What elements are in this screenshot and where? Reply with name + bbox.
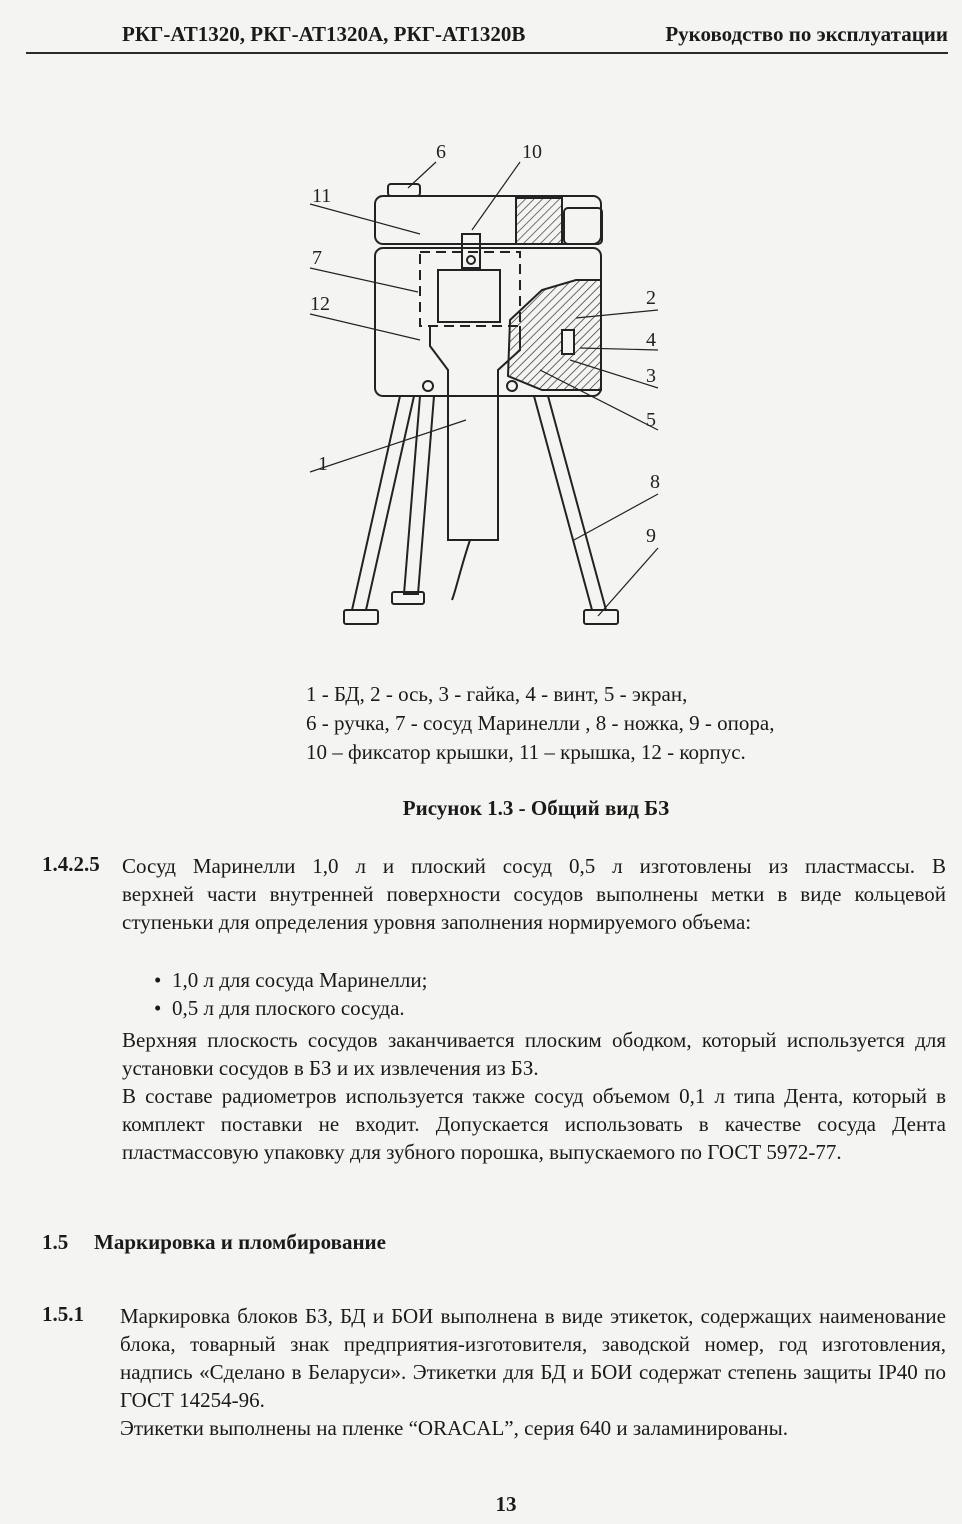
clause-paragraph: Верхняя плоскость сосудов заканчивается плоским ободком, который используется для установки сосудов в БЗ и их извлечения из БЗ. xyxy=(122,1028,946,1080)
callout-2: 2 xyxy=(646,287,656,309)
figure-caption: Рисунок 1.3 - Общий вид БЗ xyxy=(402,796,670,820)
callout-10: 10 xyxy=(522,141,542,163)
page-header xyxy=(26,18,948,54)
document-title: РКГ-АТ1320, РКГ-АТ1320А, РКГ-АТ1320В xyxy=(122,22,526,46)
figure-bz-general-view xyxy=(280,130,680,650)
section-heading: 1.5 Маркировка и пломбирование xyxy=(42,1230,386,1254)
clause-number: 1.4.2.5 xyxy=(42,852,100,876)
callout-3: 3 xyxy=(646,365,656,387)
bz-drawing xyxy=(280,130,680,650)
document-type: Руководство по эксплуатации xyxy=(665,22,948,46)
callout-7: 7 xyxy=(312,247,322,269)
handle-shape xyxy=(388,184,420,196)
bullet-list xyxy=(148,966,928,1022)
callout-12: 12 xyxy=(310,293,330,315)
clause-text-first-line: Сосуд Маринелли 1,0 л и плоский сосуд 0,5 л изготовлены из пластмассы. В xyxy=(122,854,946,878)
list-item: • 1,0 л для сосуда Маринелли; xyxy=(154,968,428,992)
page-number: 13 xyxy=(495,1492,517,1516)
callout-5: 5 xyxy=(646,409,656,431)
clause-number: 1.5.1 xyxy=(42,1302,84,1326)
clause-paragraph: В составе радиометров используется также сосуд объемом 0,1 л типа Дента, который в комплект поставки не входит. Допускается использовать в качестве сосуда Дента пластмассовую упаковку для зубного порошка, выпускаемого по ГОСТ 5972-77. xyxy=(122,1084,946,1164)
clause-text: верхней части внутренней поверхности сосудов выполнены метки в виде кольцевой ступеньки для определения уровня заполнения нормируемого объема: xyxy=(122,882,946,934)
callout-6: 6 xyxy=(436,141,446,163)
legend-line: 6 - ручка, 7 - сосуд Маринелли , 8 - ножка, 9 - опора, xyxy=(306,711,775,735)
legend-line: 1 - БД, 2 - ось, 3 - гайка, 4 - винт, 5 - экран, xyxy=(306,682,688,706)
list-item: • 0,5 л для плоского сосуда. xyxy=(154,996,405,1020)
callout-4: 4 xyxy=(646,329,656,351)
lid-side-block xyxy=(564,208,602,244)
callout-1: 1 xyxy=(318,453,328,475)
callout-8: 8 xyxy=(650,471,660,493)
lid-shape xyxy=(375,196,601,244)
clause-paragraph: Маркировка блоков БЗ, БД и БОИ выполнена в виде этикеток, содержащих наименование блока, товарный знак предприятия-изготовителя, заводской номер, год изготовления, надпись «Сделано в Беларуси». Этикетки для БД и БОИ содержат степень защиты IP40 по ГОСТ 14254-96. xyxy=(120,1304,946,1412)
legend-line: 10 – фиксатор крышки, 11 – крышка, 12 - корпус. xyxy=(306,740,746,764)
callout-11: 11 xyxy=(312,185,332,207)
callout-9: 9 xyxy=(646,525,656,547)
figure-legend xyxy=(306,680,906,767)
clause-paragraph: Этикетки выполнены на пленке “ORACAL”, серия 640 и заламинированы. xyxy=(120,1416,789,1440)
